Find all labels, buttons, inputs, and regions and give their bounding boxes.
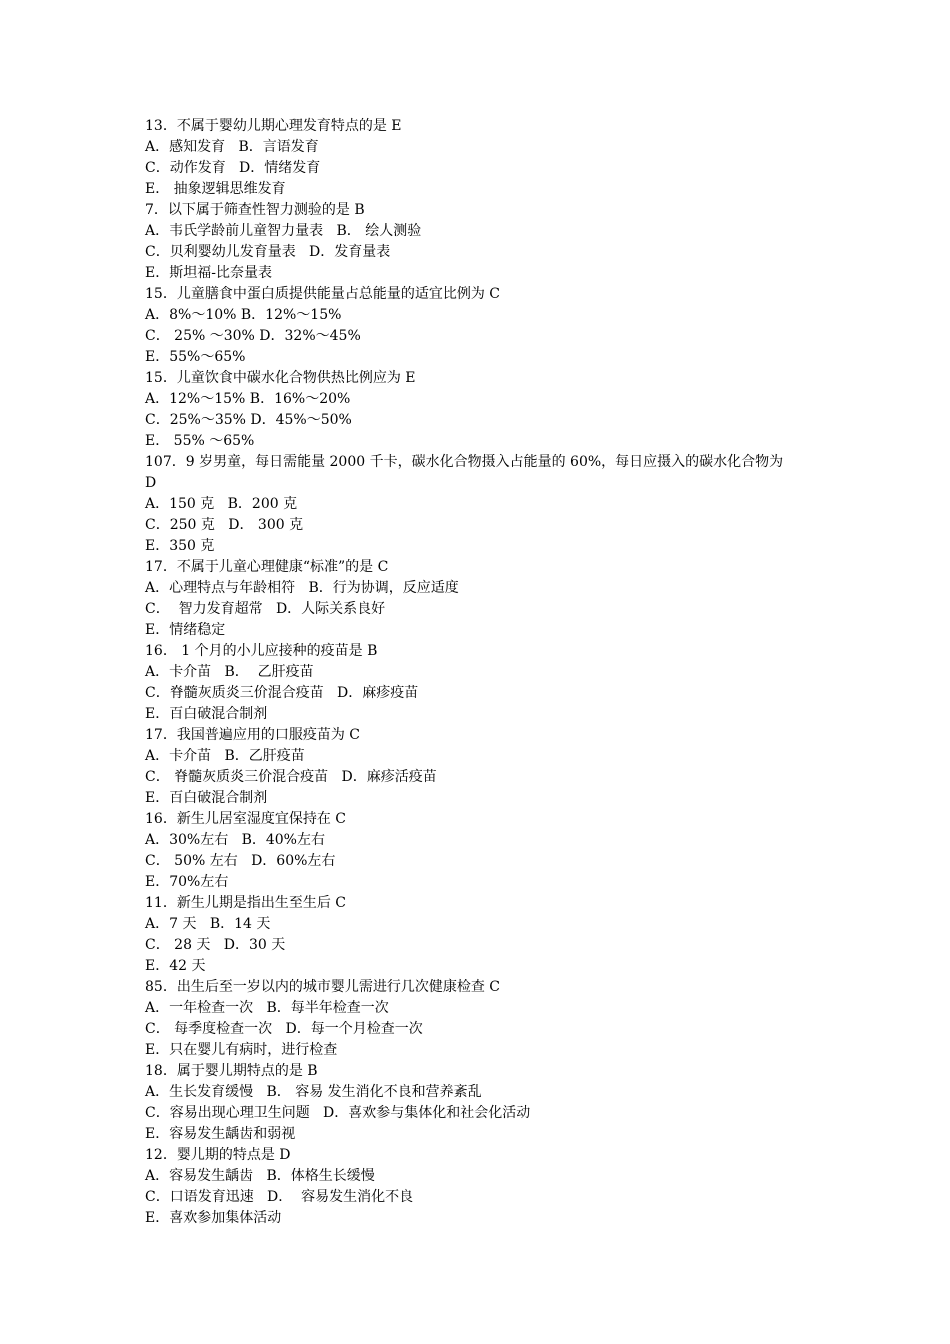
text-line: E．喜欢参加集体活动 xyxy=(145,1210,282,1226)
text-line: A．心理特点与年龄相符 B．行为协调，反应适度 xyxy=(145,580,459,596)
text-line: E．斯坦福-比奈量表 xyxy=(145,265,272,281)
text-line: E．70%左右 xyxy=(145,874,229,890)
text-line: 15．儿童膳食中蛋白质提供能量占总能量的适宜比例为 C xyxy=(145,286,500,302)
text-line: A．容易发生龋齿 B．体格生长缓慢 xyxy=(145,1168,375,1184)
text-line: A．卡介苗 B． 乙肝疫苗 xyxy=(145,664,314,680)
text-line: 18．属于婴儿期特点的是 B xyxy=(145,1063,318,1079)
text-line: 16．新生儿居室湿度宜保持在 C xyxy=(145,811,346,827)
text-line: 17．不属于儿童心理健康“标准”的是 C xyxy=(145,559,389,575)
text-line: 16． 1 个月的小儿应接种的疫苗是 B xyxy=(145,643,378,659)
text-line: A．一年检查一次 B．每半年检查一次 xyxy=(145,1000,389,1016)
document-page xyxy=(145,116,788,1229)
text-line: 15．儿童饮食中碳水化合物供热比例应为 E xyxy=(145,370,416,386)
text-line: C．脊髓灰质炎三价混合疫苗 D．麻疹疫苗 xyxy=(145,685,419,701)
text-line: C．容易出现心理卫生问题 D．喜欢参与集体化和社会化活动 xyxy=(145,1105,531,1121)
text-line: 17．我国普遍应用的口服疫苗为 C xyxy=(145,727,360,743)
text-line: 7．以下属于筛查性智力测验的是 B xyxy=(145,202,365,218)
text-line: 107．9 岁男童，每日需能量 2000 千卡，碳水化合物摄入占能量的 60%，每日应摄入的碳水化合物为 D xyxy=(145,454,788,491)
text-line: E． 抽象逻辑思维发育 xyxy=(145,181,286,197)
text-line: C．贝利婴幼儿发育量表 D．发育量表 xyxy=(145,244,391,260)
text-line: E．容易发生龋齿和弱视 xyxy=(145,1126,296,1142)
text-line: C．口语发育迅速 D． 容易发生消化不良 xyxy=(145,1189,414,1205)
text-line: 13．不属于婴幼儿期心理发育特点的是 E xyxy=(145,118,402,134)
text-line: A．卡介苗 B．乙肝疫苗 xyxy=(145,748,305,764)
text-line: E． 55% ～65% xyxy=(145,433,255,449)
text-line: A．150 克 B．200 克 xyxy=(145,496,298,512)
text-line: C．动作发育 D．情绪发育 xyxy=(145,160,321,176)
text-line: A．7 天 B．14 天 xyxy=(145,916,271,932)
text-line: 12．婴儿期的特点是 D xyxy=(145,1147,291,1163)
text-line: C． 50% 左右 D．60%左右 xyxy=(145,853,336,869)
text-line: A．8%～10% B．12%～15% xyxy=(145,307,342,323)
text-line: C． 25% ～30% D．32%～45% xyxy=(145,328,361,344)
text-line: 11．新生儿期是指出生至生后 C xyxy=(145,895,346,911)
text-line: E．情绪稳定 xyxy=(145,622,226,638)
text-line: 85．出生后至一岁以内的城市婴儿需进行几次健康检查 C xyxy=(145,979,500,995)
text-line: C．250 克 D． 300 克 xyxy=(145,517,304,533)
text-line: C． 智力发育超常 D．人际关系良好 xyxy=(145,601,386,617)
text-line: E．百白破混合制剂 xyxy=(145,790,268,806)
text-line: C． 脊髓灰质炎三价混合疫苗 D．麻疹活疫苗 xyxy=(145,769,437,785)
text-line: E．只在婴儿有病时，进行检查 xyxy=(145,1042,338,1058)
text-line: E．350 克 xyxy=(145,538,215,554)
text-line: E．55%～65% xyxy=(145,349,246,365)
text-line: C．25%～35% D．45%～50% xyxy=(145,412,352,428)
text-line: C． 28 天 D．30 天 xyxy=(145,937,286,953)
text-line: E．42 天 xyxy=(145,958,206,974)
text-line: A．韦氏学龄前儿童智力量表 B． 绘人测验 xyxy=(145,223,422,239)
text-line: A．30%左右 B．40%左右 xyxy=(145,832,325,848)
text-line: E．百白破混合制剂 xyxy=(145,706,268,722)
text-line: A．感知发育 B．言语发育 xyxy=(145,139,319,155)
text-line: C． 每季度检查一次 D．每一个月检查一次 xyxy=(145,1021,423,1037)
text-line: A．生长发育缓慢 B． 容易 发生消化不良和营养紊乱 xyxy=(145,1084,482,1100)
text-line: A．12%～15% B．16%～20% xyxy=(145,391,351,407)
